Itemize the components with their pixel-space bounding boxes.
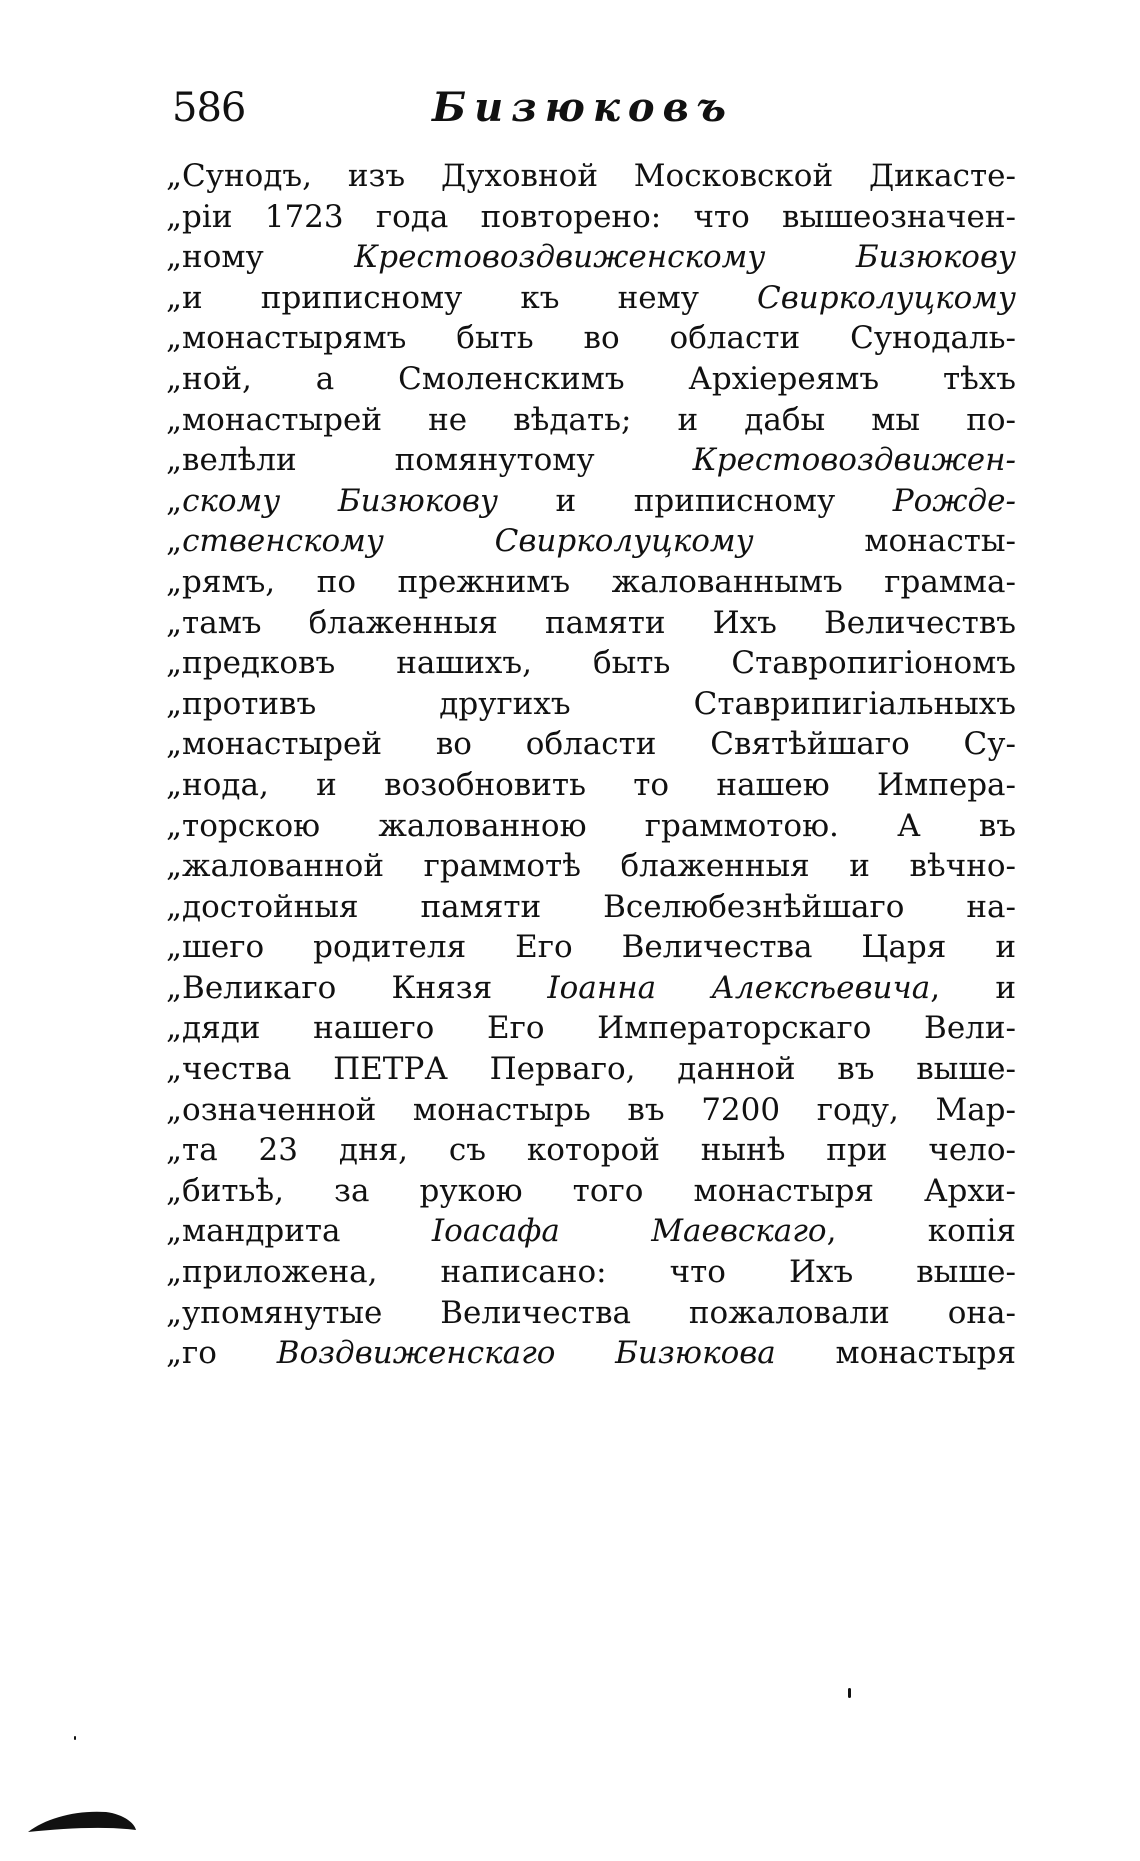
italic-name: Воздвиженскаго Бизюкова — [276, 1335, 776, 1372]
body-text — [166, 156, 1016, 1374]
text-line — [166, 1171, 1016, 1212]
text-segment: „приложена, написано: что Ихъ выше- — [166, 1254, 1016, 1291]
text-segment: „монастырей не вѣдать; и дабы мы по- — [166, 401, 1016, 438]
italic-name: скому Бизюкову — [182, 482, 498, 519]
text-segment: „монастырямъ быть во области Сунодаль- — [166, 320, 1016, 357]
text-segment: „та 23 дня, съ которой нынѣ при чело- — [166, 1132, 1016, 1169]
text-line — [166, 481, 1016, 522]
text-segment: „жалованной граммотѣ блаженныя и вѣчно- — [166, 848, 1016, 885]
text-segment: „Сунодъ, изъ Духовной Московской Дикасте- — [166, 158, 1016, 194]
text-segment: и приписному — [497, 482, 893, 519]
text-segment: „ному — [166, 239, 355, 276]
scan-speck — [74, 1736, 76, 1740]
italic-name: Свирколуцкому — [757, 279, 1016, 316]
text-segment: „и приписному къ нему — [166, 279, 758, 316]
text-segment: „ — [166, 482, 183, 519]
text-segment: „монастырей во области Святѣйшаго Су- — [166, 726, 1016, 763]
page-header — [172, 80, 1012, 136]
text-segment: „ріи 1723 года повторено: что вышеозначен- — [166, 198, 1016, 235]
scan-speck — [848, 1688, 851, 1698]
text-line — [166, 1293, 1016, 1334]
text-line — [166, 1333, 1016, 1374]
ink-blot — [26, 1808, 138, 1834]
text-segment: „нода, и возобновить то нашею Импера- — [166, 766, 1016, 803]
text-line — [166, 927, 1016, 968]
text-line — [166, 724, 1016, 765]
text-segment: монасты- — [753, 523, 1016, 560]
running-title: Бизюковъ — [432, 84, 734, 131]
italic-name: Іоасафа Маевскаго — [431, 1213, 827, 1250]
text-line — [166, 887, 1016, 928]
text-segment: „рямъ, по прежнимъ жалованнымъ грамма- — [166, 563, 1016, 600]
text-line — [166, 806, 1016, 847]
text-line — [166, 318, 1016, 359]
italic-name: Крестовоздвижен- — [692, 442, 1016, 479]
text-line — [166, 846, 1016, 887]
text-line — [166, 1049, 1016, 1090]
text-line — [166, 1130, 1016, 1171]
text-line — [166, 765, 1016, 806]
text-segment: „го — [166, 1335, 277, 1372]
text-segment: „чества ПЕТРА Перваго, данной въ выше- — [166, 1051, 1016, 1088]
text-line — [166, 400, 1016, 441]
text-line — [166, 968, 1016, 1009]
text-line — [166, 1008, 1016, 1049]
text-segment: „предковъ нашихъ, быть Ставропигіономъ — [166, 645, 1016, 682]
text-segment: , и — [930, 969, 1016, 1006]
text-segment: „означенной монастырь въ 7200 году, Мар- — [166, 1091, 1016, 1128]
text-line — [166, 278, 1016, 319]
text-segment: „битьѣ, за рукою того монастыря Архи- — [166, 1172, 1016, 1209]
text-segment: „велѣли помянутому — [166, 442, 693, 479]
text-line — [166, 1090, 1016, 1131]
italic-name: Рожде- — [892, 482, 1016, 519]
text-line — [166, 521, 1016, 562]
text-line — [166, 440, 1016, 481]
italic-name: Крестовоздвиженскому Бизюкову — [354, 239, 1016, 276]
text-segment: „ — [166, 523, 183, 560]
text-segment: монастыря — [775, 1335, 1017, 1372]
text-segment: „тамъ блаженныя памяти Ихъ Величествъ — [166, 604, 1016, 641]
italic-name: Іоанна Алексѣевича — [547, 969, 931, 1006]
text-line — [166, 1211, 1016, 1252]
text-line — [166, 562, 1016, 603]
text-line — [166, 197, 1016, 238]
text-segment: „мандрита — [166, 1213, 432, 1250]
text-segment: „достойныя памяти Вселюбезнѣйшаго на- — [166, 888, 1016, 925]
text-line — [166, 1252, 1016, 1293]
text-segment: „противъ другихъ Ставрипигіальныхъ — [166, 685, 1016, 722]
text-segment: „торскою жалованною граммотою. А въ — [166, 807, 1016, 844]
page-number: 586 — [172, 85, 246, 131]
text-segment: „ной, а Смоленскимъ Архіереямъ тѣхъ — [166, 360, 1016, 397]
text-line — [166, 643, 1016, 684]
text-segment: „Великаго Князя — [166, 969, 548, 1006]
text-line — [166, 359, 1016, 400]
italic-name: ственскому Свирколуцкому — [182, 523, 754, 560]
text-segment: , копія — [826, 1213, 1016, 1250]
text-line — [166, 237, 1016, 278]
text-segment: „шего родителя Его Величества Царя и — [166, 929, 1016, 966]
text-segment: „упомянутые Величества пожаловали она- — [166, 1294, 1016, 1331]
text-segment: „дяди нашего Его Императорскаго Вели- — [166, 1010, 1016, 1047]
text-line — [166, 684, 1016, 725]
text-line — [166, 156, 1016, 197]
text-line — [166, 603, 1016, 644]
